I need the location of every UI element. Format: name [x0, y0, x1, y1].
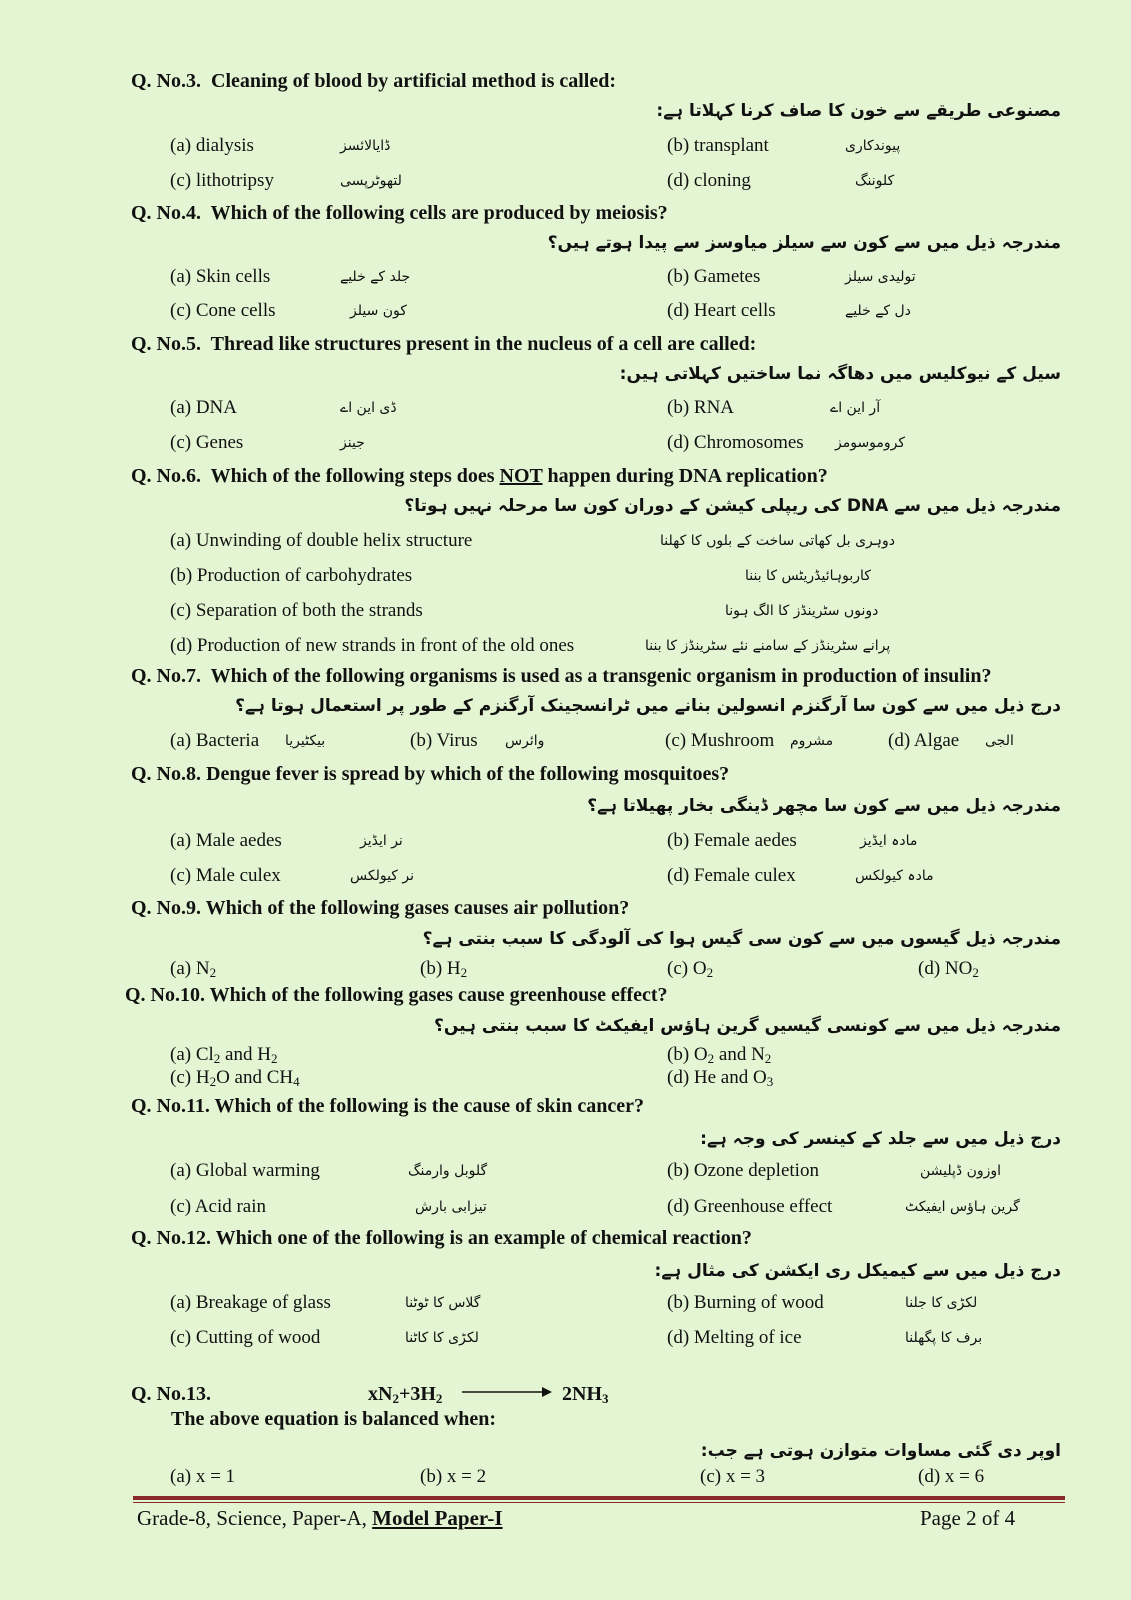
- option-c: (c) Mushroom: [665, 730, 775, 751]
- option-c: (c) lithotripsy: [170, 170, 274, 191]
- q-number: Q. No.12.: [131, 1227, 211, 1249]
- option-d-urdu: کلوننگ: [855, 173, 895, 189]
- option-a: (a) dialysis: [170, 135, 254, 156]
- option-b-urdu: پیوندکاری: [845, 138, 901, 154]
- urdu-question: درج ذیل میں سے جلد کے کینسر کی وجہ ہے:: [700, 1129, 1061, 1149]
- q-number: Q. No.10.: [125, 984, 205, 1006]
- option-c: (c) x = 3: [700, 1466, 766, 1487]
- option-a-urdu: گلوبل وارمنگ: [408, 1163, 488, 1179]
- option-b: (b) Burning of wood: [667, 1292, 824, 1313]
- option-a: (a) Global warming: [170, 1160, 320, 1181]
- option-d: (d) Melting of ice: [667, 1327, 802, 1348]
- option-a: (a) $Cl_2$ and $H_2$: [170, 1044, 278, 1066]
- question-12: [131, 1227, 752, 1250]
- option-a: (a) Male aedes: [170, 830, 282, 851]
- urdu-question: مندرجہ ذیل میں سے کونسی گیسیں گرین ہاؤس ایفیکٹ کا سبب بنتی ہیں؟: [433, 1016, 1061, 1036]
- q-text: Which of the following is the cause of skin cancer?: [214, 1095, 644, 1117]
- option-a: (a) x = 1: [170, 1466, 236, 1487]
- option-d: (d) Heart cells: [667, 300, 776, 321]
- option-d-urdu: پرانے سٹرینڈز کے سامنے نئے سٹرینڈز کا بننا: [645, 638, 891, 654]
- q-number: Q. No.3.: [131, 70, 201, 92]
- urdu-question: اوپر دی گئی مساوات متوازن ہوتی ہے جب:: [700, 1441, 1061, 1461]
- option-b: (b) Ozone depletion: [667, 1160, 819, 1181]
- option-b-urdu: اوزون ڈپلیشن: [920, 1163, 1002, 1179]
- option-c-urdu: دونوں سٹرینڈز کا الگ ہونا: [725, 603, 879, 619]
- option-d: (d) Algae: [888, 730, 960, 751]
- q-number: Q. No.4.: [131, 202, 201, 224]
- q-text: Which one of the following is an example of chemical reaction?: [215, 1227, 752, 1249]
- urdu-question: مندرجہ ذیل میں سے کون سا مچھر ڈینگی بخار پھیلاتا ہے؟: [587, 796, 1061, 816]
- option-d: (d) Chromosomes: [667, 432, 804, 453]
- q-number: Q. No.11.: [131, 1095, 210, 1117]
- option-b: (b) RNA: [667, 397, 735, 418]
- urdu-question: درج ذیل میں سے کیمیکل ری ایکشن کی مثال ہے:: [654, 1261, 1061, 1281]
- option-d-urdu: الجی: [985, 733, 1014, 749]
- option-d-urdu: برف کا پگھلنا: [905, 1330, 983, 1346]
- q-number: Q. No.5.: [131, 333, 201, 355]
- option-b-urdu: کاربوہائیڈریٹس کا بننا: [745, 568, 871, 584]
- urdu-question: سیل کے نیوکلیس میں دھاگہ نما ساختیں کہلاتی ہیں:: [619, 364, 1061, 384]
- option-b-urdu: وائرس: [505, 733, 545, 749]
- q-number: Q. No.9.: [131, 897, 201, 919]
- option-c: (c) Cutting of wood: [170, 1327, 321, 1348]
- option-b-urdu: لکڑی کا جلنا: [905, 1295, 978, 1311]
- urdu-question: مصنوعی طریقے سے خون کا صاف کرنا کہلاتا ہے:: [656, 101, 1061, 121]
- option-b-urdu: مادہ ایڈیز: [860, 833, 918, 849]
- option-b-urdu: تولیدی سیلز: [845, 269, 916, 285]
- option-d: (d) $NO_2$: [918, 958, 979, 980]
- option-d: (d) x = 6: [918, 1466, 985, 1487]
- q-text: Which of the following steps does: [210, 465, 500, 487]
- option-a-urdu: جلد کے خلیے: [340, 269, 411, 285]
- option-b: (b) Production of carbohydrates: [170, 565, 413, 586]
- q-text: Which of the following cells are produced by meiosis?: [210, 202, 668, 224]
- question-7: [131, 665, 992, 688]
- q-text: Dengue fever is spread by which of the following mosquitoes?: [206, 763, 730, 785]
- question-9: [131, 897, 629, 920]
- option-a: (a) Breakage of glass: [170, 1292, 331, 1313]
- footer-rule: [133, 1496, 1065, 1500]
- option-c: (c) $H_2O$ and $CH_4$: [170, 1067, 300, 1089]
- option-c: (c) Separation of both the strands: [170, 600, 423, 621]
- footer-left: Grade-8, Science, Paper-A, Model Paper-I: [137, 1506, 503, 1530]
- option-b: (b) $O_2$ and $N_2$: [667, 1044, 772, 1066]
- option-d-urdu: کروموسومز: [835, 435, 906, 451]
- urdu-question: مندرجہ ذیل میں سے DNA کی ریپلی کیشن کے دوران کون سا مرحلہ نہیں ہوتا؟: [404, 496, 1061, 516]
- option-c-urdu: کون سیلز: [350, 303, 407, 319]
- question-11: [131, 1095, 644, 1118]
- option-c: (c) Acid rain: [170, 1196, 267, 1217]
- option-c-urdu: مشروم: [790, 733, 834, 749]
- option-c: (c) Male culex: [170, 865, 281, 886]
- question-6: [131, 465, 828, 488]
- option-d: (d) Female culex: [667, 865, 796, 886]
- question-5: [131, 333, 756, 356]
- option-d: (d) Production of new strands in front of the old ones: [170, 635, 575, 656]
- option-d: (d) He and $O_3$: [667, 1067, 774, 1089]
- option-a-urdu: بیکٹیریا: [285, 733, 326, 749]
- option-b: (b) $H_2$: [420, 958, 468, 980]
- option-b: (b) Female aedes: [667, 830, 797, 851]
- option-b-urdu: آر این اے: [830, 400, 881, 416]
- q-text-not: NOT: [499, 465, 543, 487]
- option-c: (c) Cone cells: [170, 300, 276, 321]
- question-13: Q. No.13.: [131, 1383, 211, 1405]
- option-a-urdu: ڈی این اے: [340, 400, 397, 416]
- q-number: Q. No.8.: [131, 763, 201, 785]
- option-b: (b) Virus: [410, 730, 478, 751]
- q-text: Cleaning of blood by artificial method is called:: [211, 70, 616, 92]
- q-text: Which of the following gases causes air pollution?: [205, 897, 630, 919]
- equation-reactants: $xN_2+3H_2$: [368, 1383, 443, 1406]
- option-d-urdu: دل کے خلیے: [845, 303, 911, 319]
- option-c: (c) Genes: [170, 432, 244, 453]
- option-b: (b) x = 2: [420, 1466, 487, 1487]
- option-d-urdu: مادہ کیولکس: [855, 868, 934, 884]
- option-a-urdu: نر ایڈیز: [360, 833, 403, 849]
- option-a-urdu: دوہری بل کھاتی ساخت کے بلوں کا کھلنا: [660, 533, 895, 549]
- q-number: Q. No.6.: [131, 465, 201, 487]
- footer-rule-thin: [133, 1502, 1065, 1503]
- reaction-arrow-icon: [462, 1385, 552, 1399]
- option-a: (a) DNA: [170, 397, 238, 418]
- option-a-urdu: گلاس کا ٹوٹنا: [405, 1295, 481, 1311]
- option-a: (a) Unwinding of double helix structure: [170, 530, 473, 551]
- q-text: Thread like structures present in the nucleus of a cell are called:: [210, 333, 757, 355]
- option-c: (c) $O_2$: [667, 958, 714, 980]
- option-d: (d) Greenhouse effect: [667, 1196, 833, 1217]
- model-paper-label: Model Paper-I: [372, 1506, 503, 1530]
- urdu-question: درج ذیل میں سے کون سا آرگنزم انسولین بنانے میں ٹرانسجینک آرگنزم کے طور پر استعمال ہوتا ہے؟: [235, 696, 1061, 716]
- urdu-question: مندرجہ ذیل گیسوں میں سے کون سی گیس ہوا کی آلودگی کا سبب بنتی ہے؟: [422, 929, 1061, 949]
- question-10: [125, 984, 668, 1007]
- q-text: The above equation is balanced when:: [171, 1408, 497, 1430]
- q-text: Which of the following gases cause greenhouse effect?: [209, 984, 668, 1006]
- q-text: Which of the following organisms is used as a transgenic organism in production of insulin?: [210, 665, 992, 687]
- question-3: [131, 70, 616, 93]
- option-c-urdu: تیزابی بارش: [415, 1199, 487, 1215]
- option-b: (b) Gametes: [667, 266, 761, 287]
- option-d: (d) cloning: [667, 170, 751, 191]
- option-c-urdu: نر کیولکس: [350, 868, 415, 884]
- page-number: Page 2 of 4: [920, 1506, 1016, 1530]
- option-d-urdu: گرین ہاؤس ایفیکٹ: [905, 1199, 1020, 1215]
- urdu-question: مندرجہ ذیل میں سے کون سے سیلز میاوسز سے پیدا ہوتے ہیں؟: [547, 233, 1061, 253]
- equation-products: $2NH_3$: [562, 1383, 609, 1406]
- option-a-urdu: ڈایالائسز: [340, 138, 391, 154]
- option-c-urdu: جینز: [340, 435, 365, 451]
- q-number: Q. No.7.: [131, 665, 201, 687]
- q-text: happen during DNA replication?: [542, 465, 828, 487]
- option-c-urdu: لکڑی کا کاٹنا: [405, 1330, 479, 1346]
- option-b: (b) transplant: [667, 135, 769, 156]
- option-a: (a) Skin cells: [170, 266, 271, 287]
- question-4: [131, 202, 668, 225]
- question-8: [131, 763, 729, 786]
- option-a: (a) $N_2$: [170, 958, 217, 980]
- option-a: (a) Bacteria: [170, 730, 260, 751]
- option-c-urdu: لتھوٹرپسی: [340, 173, 402, 189]
